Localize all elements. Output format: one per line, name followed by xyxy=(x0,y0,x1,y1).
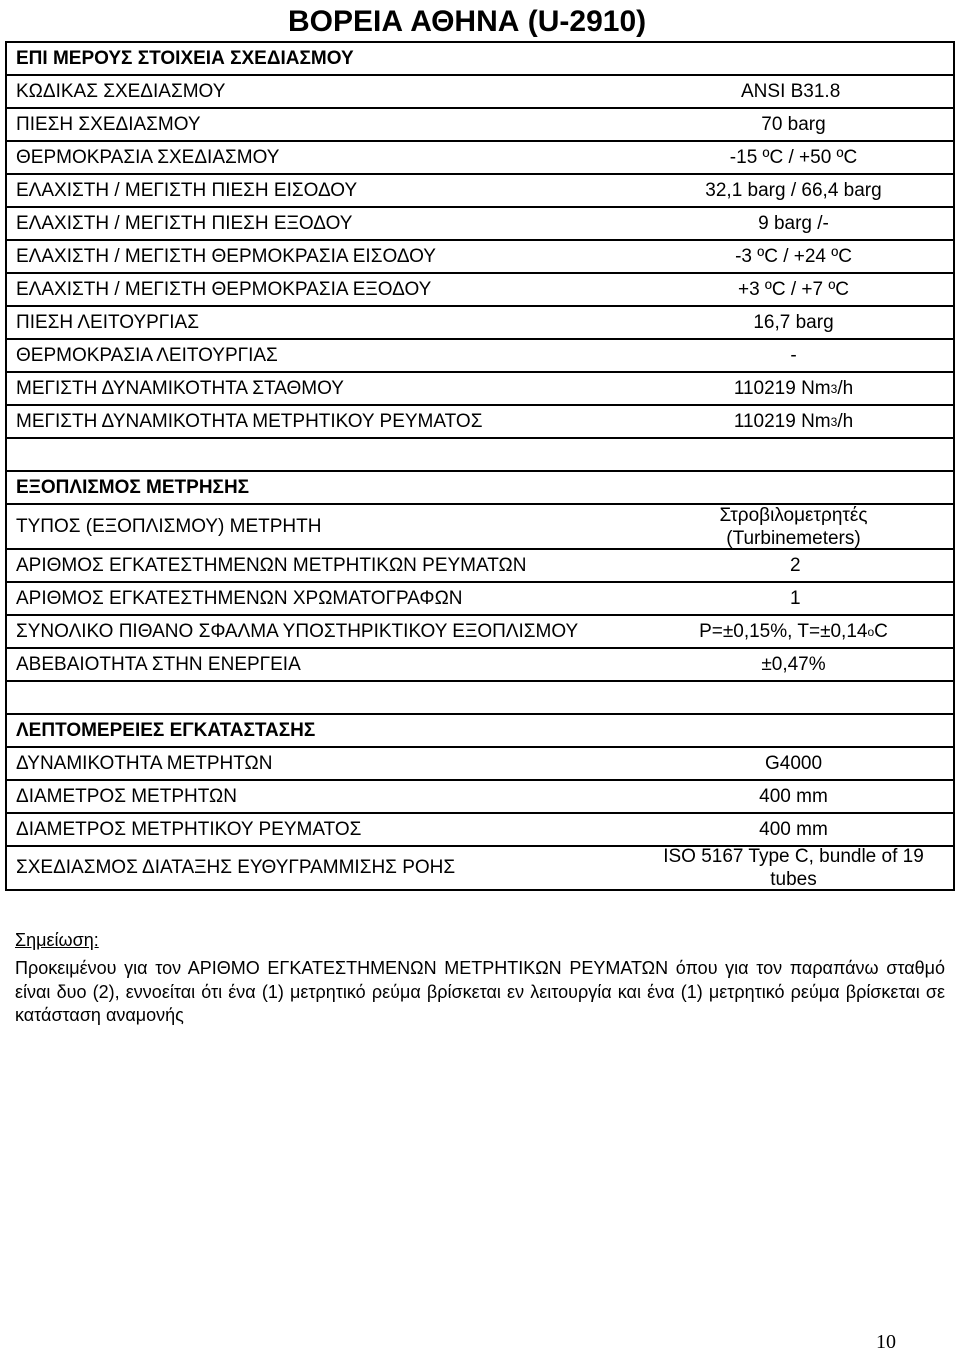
table-row xyxy=(7,847,953,889)
row-value xyxy=(634,505,953,548)
table-row xyxy=(7,814,953,845)
row-value: - xyxy=(634,340,953,371)
row-value: ±0,47% xyxy=(634,649,953,680)
row-value: ANSI B31.8 xyxy=(634,76,953,107)
blank-cell xyxy=(7,439,953,470)
blank-cell xyxy=(7,682,953,713)
table-row xyxy=(7,616,953,647)
row-label: ΔΥΝΑΜΙΚΟΤΗΤΑ ΜΕΤΡΗΤΩΝ xyxy=(7,748,632,779)
table-row xyxy=(7,142,953,173)
design-section-heading: ΕΠΙ ΜΕΡΟΥΣ ΣΤΟΙΧΕΙΑ ΣΧΕΔΙΑΣΜΟΥ xyxy=(7,43,953,74)
row-label: ΜΕΓΙΣΤΗ ΔΥΝΑΜΙΚΟΤΗΤΑ ΣΤΑΘΜΟΥ xyxy=(7,373,632,404)
table-row xyxy=(7,505,953,548)
row-label: ΕΛΑΧΙΣΤΗ / ΜΕΓΙΣΤΗ ΘΕΡΜΟΚΡΑΣΙΑ ΕΙΣΟΔΟΥ xyxy=(7,241,632,272)
row-value: -3 ºC / +24 ºC xyxy=(634,241,953,272)
value-text: 110219 Nm xyxy=(733,378,831,399)
note-text: Προκειμένου για τον ΑΡΙΘΜΟ ΕΓΚΑΤΕΣΤΗΜΕΝΩΝ ΜΕΤΡΗΤΙΚΩΝ ΡΕΥΜΑΤΩΝ όπου για τον παραπάνω σταθμό είναι δυο (2), εννοείται ότι ένα (1) μετρητικό ρεύμα βρίσκεται εν λειτουργία και ένα (1) μετρητικό ρεύμα βρίσκεται σε κατάσταση αναμονής xyxy=(15,958,945,1025)
row-value: 16,7 barg xyxy=(634,307,953,338)
page-number: 10 xyxy=(876,1331,896,1353)
row-label: ΕΛΑΧΙΣΤΗ / ΜΕΓΙΣΤΗ ΠΙΕΣΗ ΕΙΣΟΔΟΥ xyxy=(7,175,632,206)
row-value: P=±0,15%, T=±0,14 o C xyxy=(634,616,953,647)
value-unit: /h xyxy=(837,411,854,432)
table-row xyxy=(7,583,953,614)
metering-section-heading: ΕΞΟΠΛΙΣΜΟΣ ΜΕΤΡΗΣΗΣ xyxy=(7,472,953,503)
design-heading-row xyxy=(7,43,953,74)
row-value: 400 mm xyxy=(634,814,953,845)
table-row xyxy=(7,208,953,239)
value-unit: C xyxy=(874,621,888,642)
row-label: ΣΧΕΔΙΑΣΜΟΣ ΔΙΑΤΑΞΗΣ ΕΥΘΥΓΡΑΜΜΙΣΗΣ ΡΟΗΣ xyxy=(7,847,632,889)
row-label: ΣΥΝΟΛΙΚΟ ΠΙΘΑΝΟ ΣΦΑΛΜΑ ΥΠΟΣΤΗΡΙΚΤΙΚΟΥ ΕΞΟΠΛΙΣΜΟΥ xyxy=(7,616,632,647)
note-label: Σημείωση: xyxy=(15,930,99,950)
value-line-1: Στροβιλομετρητές xyxy=(719,504,868,526)
table-row xyxy=(7,781,953,812)
value-line-2: (Turbinemeters) xyxy=(726,527,861,549)
value-line-1: ISO 5167 Type C, bundle of 19 xyxy=(663,846,924,867)
row-label: ΑΒΕΒΑΙΟΤΗΤΑ ΣΤΗΝ ΕΝΕΡΓΕΙΑ xyxy=(7,649,632,680)
row-label: ΚΩΔΙΚΑΣ ΣΧΕΔΙΑΣΜΟΥ xyxy=(7,76,632,107)
table-row xyxy=(7,241,953,272)
row-value: 110219 Nm 3 /h xyxy=(634,406,953,437)
row-value: 70 barg xyxy=(634,109,953,140)
row-label: ΠΙΕΣΗ ΛΕΙΤΟΥΡΓΙΑΣ xyxy=(7,307,632,338)
row-value: 400 mm xyxy=(634,781,953,812)
row-label: ΘΕΡΜΟΚΡΑΣΙΑ ΣΧΕΔΙΑΣΜΟΥ xyxy=(7,142,632,173)
row-label: ΜΕΓΙΣΤΗ ΔΥΝΑΜΙΚΟΤΗΤΑ ΜΕΤΡΗΤΙΚΟΥ ΡΕΥΜΑΤΟΣ xyxy=(7,406,632,437)
table-row xyxy=(7,307,953,338)
table-row xyxy=(7,109,953,140)
row-label: ΕΛΑΧΙΣΤΗ / ΜΕΓΙΣΤΗ ΘΕΡΜΟΚΡΑΣΙΑ ΕΞΟΔΟΥ xyxy=(7,274,632,305)
row-value: G4000 xyxy=(634,748,953,779)
installation-section-heading: ΛΕΠΤΟΜΕΡΕΙΕΣ ΕΓΚΑΤΑΣΤΑΣΗΣ xyxy=(7,715,953,746)
installation-heading-row xyxy=(7,715,953,746)
row-label: ΑΡΙΘΜΟΣ ΕΓΚΑΤΕΣΤΗΜΕΝΩΝ ΧΡΩΜΑΤΟΓΡΑΦΩΝ xyxy=(7,583,632,614)
row-label: ΑΡΙΘΜΟΣ ΕΓΚΑΤΕΣΤΗΜΕΝΩΝ ΜΕΤΡΗΤΙΚΩΝ ΡΕΥΜΑΤΩΝ xyxy=(7,550,632,581)
value-text: 110219 Nm xyxy=(733,411,831,432)
table-row xyxy=(7,274,953,305)
row-value: 2 xyxy=(634,550,953,581)
page-title: ΒΟΡΕΙΑ ΑΘΗΝΑ (U-2910) xyxy=(288,5,647,38)
table-row xyxy=(7,340,953,371)
row-label: ΕΛΑΧΙΣΤΗ / ΜΕΓΙΣΤΗ ΠΙΕΣΗ ΕΞΟΔΟΥ xyxy=(7,208,632,239)
table-row xyxy=(7,748,953,779)
specification-table xyxy=(5,41,955,891)
table-row xyxy=(7,406,953,437)
table-row xyxy=(7,76,953,107)
row-label: ΔΙΑΜΕΤΡΟΣ ΜΕΤΡΗΤΙΚΟΥ ΡΕΥΜΑΤΟΣ xyxy=(7,814,632,845)
value-text: P=±0,15%, T=±0,14 xyxy=(699,621,868,642)
row-label: ΤΥΠΟΣ (ΕΞΟΠΛΙΣΜΟΥ) ΜΕΤΡΗΤΗ xyxy=(7,505,632,548)
spacer-row xyxy=(7,439,953,470)
row-label: ΔΙΑΜΕΤΡΟΣ ΜΕΤΡΗΤΩΝ xyxy=(7,781,632,812)
table-row xyxy=(7,175,953,206)
table-row xyxy=(7,649,953,680)
row-value: -15 ºC / +50 ºC xyxy=(634,142,953,173)
table-row xyxy=(7,373,953,404)
row-label: ΘΕΡΜΟΚΡΑΣΙΑ ΛΕΙΤΟΥΡΓΙΑΣ xyxy=(7,340,632,371)
row-value: +3 ºC / +7 ºC xyxy=(634,274,953,305)
row-value: 1 xyxy=(634,583,953,614)
metering-heading-row xyxy=(7,472,953,503)
value-unit: /h xyxy=(837,378,854,399)
row-value: 9 barg /- xyxy=(634,208,953,239)
table-row xyxy=(7,550,953,581)
row-label: ΠΙΕΣΗ ΣΧΕΔΙΑΣΜΟΥ xyxy=(7,109,632,140)
spacer-row xyxy=(7,682,953,713)
row-value: 110219 Nm 3 /h xyxy=(634,373,953,404)
row-value xyxy=(634,847,953,889)
value-line-2: tubes xyxy=(770,869,817,890)
row-value: 32,1 barg / 66,4 barg xyxy=(634,175,953,206)
